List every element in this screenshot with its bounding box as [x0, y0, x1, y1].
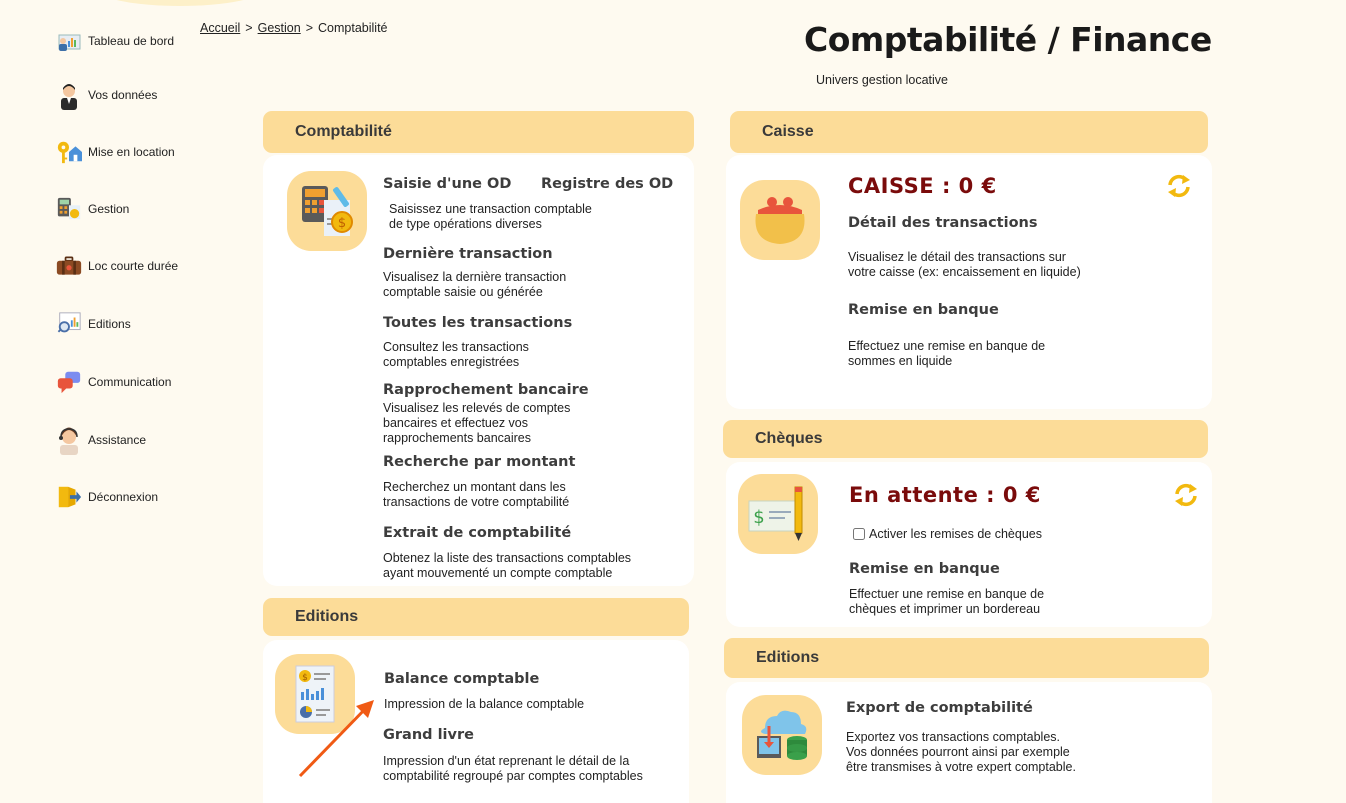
calculator-icon — [56, 194, 82, 224]
dashboard-icon — [56, 26, 82, 56]
editions-right-panel-header: Editions — [724, 638, 1209, 678]
transaction-detail-link[interactable]: Détail des transactions — [848, 215, 1038, 231]
cheque-illustration-icon — [738, 474, 818, 554]
sidebar-item-label: Tableau de bord — [88, 34, 175, 48]
sidebar-item-short-term[interactable] — [56, 251, 178, 281]
last-transaction-desc: Visualisez la dernière transaction comptable saisie ou générée — [383, 270, 567, 299]
sidebar-item-data[interactable] — [56, 80, 157, 110]
trial-balance-link[interactable]: Balance comptable — [384, 671, 540, 687]
comptabilite-panel-header: Comptabilité — [263, 111, 694, 153]
activate-cheque-deposits-label: Activer les remises de chèques — [869, 527, 1042, 541]
sidebar-item-label: Déconnexion — [88, 490, 159, 504]
sidebar-item-support[interactable] — [56, 425, 146, 455]
trial-balance-desc: Impression de la balance comptable — [384, 697, 585, 711]
sidebar-item-label: Assistance — [88, 433, 147, 447]
search-amount-link[interactable]: Recherche par montant — [383, 454, 576, 470]
cash-deposit-desc: Effectuez une remise en banque de sommes en liquide — [848, 339, 1046, 368]
general-ledger-desc: Impression d'un état reprenant le détail de la comptabilité regroupé par comptes comptables — [383, 754, 643, 783]
cash-deposit-link[interactable]: Remise en banque — [848, 302, 999, 318]
all-transactions-desc: Consultez les transactions comptables enregistrées — [383, 340, 529, 369]
export-illustration-icon — [742, 695, 822, 775]
breadcrumb-home-link[interactable]: Accueil — [200, 21, 241, 35]
od-entry-link[interactable]: Saisie d'une OD — [383, 176, 512, 192]
activate-cheque-deposits-checkbox[interactable] — [853, 528, 865, 540]
transaction-detail-desc: Visualisez le détail des transactions sur votre caisse (ex: encaissement en liquide) — [848, 250, 1081, 279]
page-subtitle: Univers gestion locative — [816, 73, 949, 87]
suitcase-icon — [56, 251, 82, 281]
od-register-link[interactable]: Registre des OD — [541, 176, 674, 192]
accounting-illustration-icon — [287, 171, 367, 251]
svg-text:$: $ — [753, 507, 765, 528]
user-icon — [56, 80, 82, 110]
accounting-export-link[interactable]: Export de comptabilité — [846, 700, 1033, 716]
svg-text:$: $ — [302, 673, 308, 683]
refresh-cheques-icon[interactable] — [1173, 483, 1199, 507]
sidebar-item-management[interactable] — [56, 194, 129, 224]
top-decoration — [95, 0, 265, 6]
sidebar-item-editions[interactable] — [56, 309, 131, 339]
sidebar-item-label: Gestion — [88, 202, 130, 216]
accounting-extract-link[interactable]: Extrait de comptabilité — [383, 525, 572, 541]
sidebar-item-dashboard[interactable] — [56, 26, 174, 56]
search-amount-desc: Recherchez un montant dans les transactions de votre comptabilité — [383, 480, 570, 509]
support-agent-icon — [56, 425, 82, 455]
accounting-extract-desc: Obtenez la liste des transactions comptables ayant mouvementé un compte comptable — [383, 551, 632, 580]
general-ledger-link[interactable]: Grand livre — [383, 727, 474, 743]
sidebar-item-label: Communication — [88, 375, 172, 389]
cheque-deposit-desc: Effectuer une remise en banque de chèques et imprimer un bordereau — [849, 587, 1045, 616]
sidebar-item-communication[interactable] — [56, 367, 171, 397]
breadcrumb-current: Comptabilité — [318, 21, 388, 35]
refresh-cash-icon[interactable] — [1166, 174, 1192, 198]
breadcrumb: Accueil > Gestion > Comptabilité — [200, 21, 388, 35]
cash-balance: CAISSE : 0 € — [848, 174, 997, 198]
chat-icon — [56, 367, 82, 397]
cheque-deposit-link[interactable]: Remise en banque — [849, 561, 1000, 577]
sidebar-item-label: Vos données — [88, 88, 158, 102]
bank-reconciliation-desc: Visualisez les relevés de comptes bancaires et effectuez vos rapprochements bancaires — [383, 401, 571, 445]
logout-icon — [56, 482, 82, 512]
activate-cheque-deposits[interactable] — [853, 527, 1042, 541]
all-transactions-link[interactable]: Toutes les transactions — [383, 315, 573, 331]
page-title: Comptabilité / Finance — [804, 20, 1212, 59]
sidebar-item-logout[interactable] — [56, 482, 158, 512]
pending-cheques-balance: En attente : 0 € — [849, 483, 1041, 507]
sidebar-item-rental[interactable] — [56, 137, 175, 167]
last-transaction-link[interactable]: Dernière transaction — [383, 246, 553, 262]
breadcrumb-section-link[interactable]: Gestion — [257, 21, 301, 35]
report-icon — [56, 309, 82, 339]
editions-left-panel-header: Editions — [263, 598, 689, 636]
svg-text:$: $ — [337, 216, 347, 231]
bank-reconciliation-link[interactable]: Rapprochement bancaire — [383, 382, 589, 398]
accounting-export-desc: Exportez vos transactions comptables. Vos données pourront ainsi par exemple être transmises à votre expert comptable. — [846, 730, 1076, 774]
od-entry-desc: Saisissez une transaction comptable de type opérations diverses — [389, 202, 592, 231]
cheques-panel-header: Chèques — [723, 420, 1208, 458]
caisse-panel-header: Caisse — [730, 111, 1208, 153]
sidebar-item-label: Mise en location — [88, 145, 175, 159]
pointer-arrow-icon — [290, 694, 380, 780]
cash-purse-icon — [740, 180, 820, 260]
key-house-icon — [56, 137, 82, 167]
sidebar-item-label: Editions — [88, 317, 131, 331]
sidebar-item-label: Loc courte durée — [88, 259, 179, 273]
